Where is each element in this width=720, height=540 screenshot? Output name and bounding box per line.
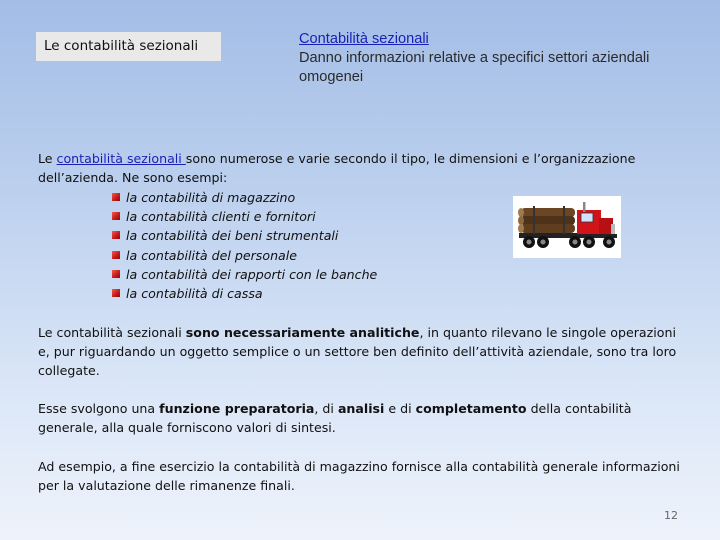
text-run: , in quanto rilevano le singole operazioni e, pur riguardando un oggetto semplice o un settore ben definito dell’attività aziendale, sono tra loro collegate. <box>38 325 677 379</box>
slide-title: Le contabilità sezionali <box>36 32 221 61</box>
truck-image <box>513 196 621 258</box>
square-bullet-icon <box>112 193 120 201</box>
square-bullet-icon <box>112 270 120 278</box>
examples-list <box>112 188 377 303</box>
list-item-text: la contabilità del personale <box>126 247 298 263</box>
definition-text: Danno informazioni relative a specifici settori aziendali omogenei <box>299 50 650 85</box>
intro-prefix: Le <box>38 151 57 166</box>
list-item <box>112 226 377 245</box>
text-run: Esse svolgono una <box>38 401 160 416</box>
square-bullet-icon <box>112 231 120 239</box>
intro-paragraph <box>38 149 688 187</box>
page-number: 12 <box>664 509 678 522</box>
list-item <box>112 246 377 265</box>
square-bullet-icon <box>112 289 120 297</box>
list-item-text: la contabilità dei beni strumentali <box>126 228 339 244</box>
list-item <box>112 207 377 226</box>
list-item-text: la contabilità di cassa <box>126 286 263 302</box>
text-run: della contabilità generale, alla quale forniscono valori di sintesi. <box>38 401 632 436</box>
list-item <box>112 284 377 303</box>
example-paragraph: Ad esempio, a fine esercizio la contabilità di magazzino fornisce alla contabilità generale informazioni per la valutazione delle rimanenze finali. <box>38 459 680 494</box>
bold-text: sono necessariamente analitiche <box>185 325 420 340</box>
truck-icon <box>513 196 621 258</box>
square-bullet-icon <box>112 251 120 259</box>
text-run: Le contabilità sezionali <box>38 325 186 340</box>
intro-suffix: sono numerose e varie secondo il tipo, le dimensioni e l’organizzazione dell’azienda. Ne sono esempi: <box>38 151 636 186</box>
definition-block <box>299 30 689 87</box>
text-run: , di <box>314 401 338 416</box>
function-paragraph <box>38 399 688 437</box>
intro-link[interactable]: contabilità sezionali <box>56 151 186 166</box>
list-item-text: la contabilità dei rapporti con le banche <box>126 266 378 282</box>
definition-link[interactable]: Contabilità sezionali <box>299 31 429 47</box>
list-item <box>112 265 377 284</box>
analytic-paragraph <box>38 323 688 381</box>
square-bullet-icon <box>112 212 120 220</box>
list-item-text: la contabilità clienti e fornitori <box>126 209 316 225</box>
bold-text: completamento <box>415 401 527 416</box>
bold-text: funzione preparatoria <box>159 401 315 416</box>
bold-text: analisi <box>337 401 385 416</box>
list-item <box>112 188 377 207</box>
text-run: e di <box>384 401 416 416</box>
list-item-text: la contabilità di magazzino <box>126 190 296 205</box>
